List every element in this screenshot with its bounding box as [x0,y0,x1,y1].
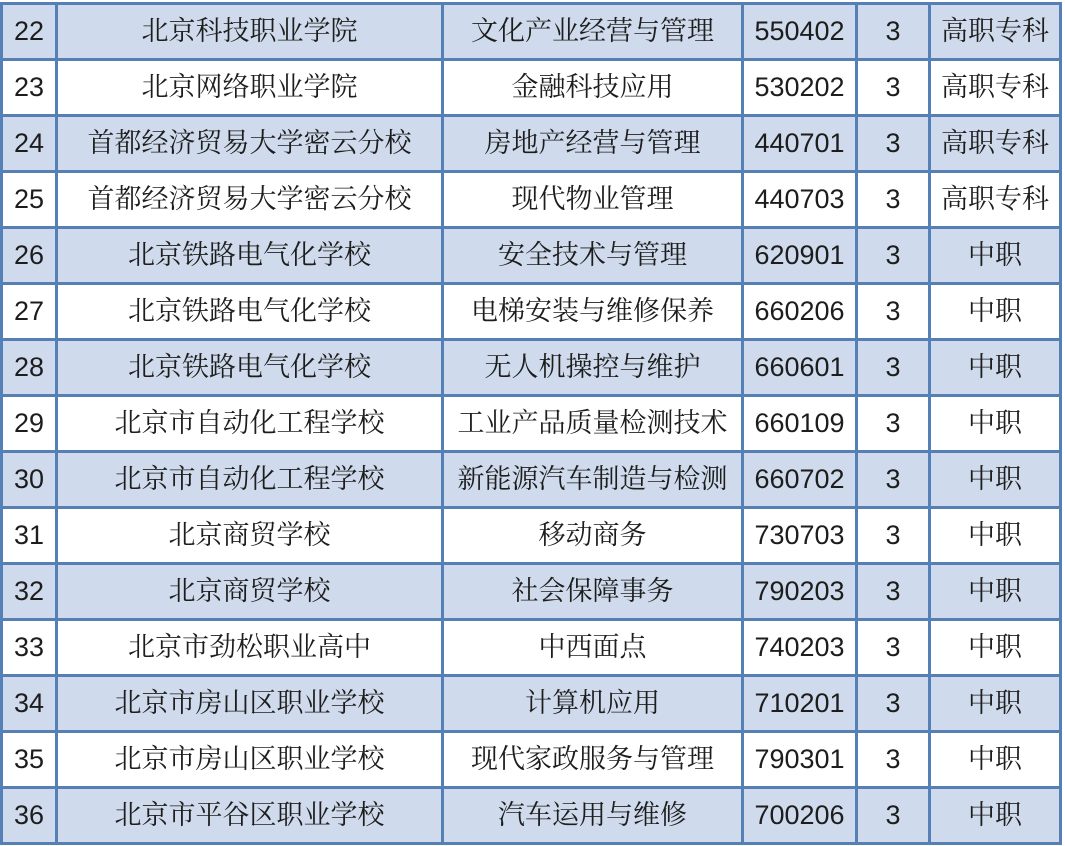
school-name-cell: 北京铁路电气化学校 [57,228,443,284]
table-row [2,60,1061,116]
education-level-cell: 中职 [930,396,1061,452]
education-level-cell: 中职 [930,732,1061,788]
duration-cell: 3 [857,284,930,340]
education-level-cell: 中职 [930,340,1061,396]
row-number-cell: 32 [2,564,57,620]
row-number-cell: 26 [2,228,57,284]
duration-cell: 3 [857,396,930,452]
major-code-cell: 700206 [743,788,857,844]
row-number-cell: 31 [2,508,57,564]
duration-cell: 3 [857,4,930,60]
major-name-cell: 无人机操控与维护 [443,340,743,396]
major-code-cell: 790203 [743,564,857,620]
row-number-cell: 25 [2,172,57,228]
major-code-cell: 550402 [743,4,857,60]
duration-cell: 3 [857,508,930,564]
education-level-cell: 高职专科 [930,172,1061,228]
school-name-cell: 北京市劲松职业高中 [57,620,443,676]
row-number-cell: 29 [2,396,57,452]
duration-cell: 3 [857,452,930,508]
table-row [2,508,1061,564]
school-name-cell: 首都经济贸易大学密云分校 [57,172,443,228]
major-name-cell: 房地产经营与管理 [443,116,743,172]
school-name-cell: 首都经济贸易大学密云分校 [57,116,443,172]
table-row [2,284,1061,340]
table-row [2,676,1061,732]
major-name-cell: 现代家政服务与管理 [443,732,743,788]
major-code-cell: 660702 [743,452,857,508]
major-name-cell: 电梯安装与维修保养 [443,284,743,340]
education-level-cell: 高职专科 [930,4,1061,60]
major-code-cell: 710201 [743,676,857,732]
row-number-cell: 30 [2,452,57,508]
table-row [2,788,1061,844]
education-level-cell: 中职 [930,620,1061,676]
table-row [2,228,1061,284]
major-code-cell: 730703 [743,508,857,564]
major-name-cell: 工业产品质量检测技术 [443,396,743,452]
education-level-cell: 高职专科 [930,60,1061,116]
table-row [2,620,1061,676]
major-name-cell: 金融科技应用 [443,60,743,116]
admissions-table [0,2,1062,845]
school-name-cell: 北京市房山区职业学校 [57,676,443,732]
duration-cell: 3 [857,60,930,116]
school-name-cell: 北京市房山区职业学校 [57,732,443,788]
row-number-cell: 28 [2,340,57,396]
education-level-cell: 高职专科 [930,116,1061,172]
education-level-cell: 中职 [930,676,1061,732]
table-row [2,732,1061,788]
school-name-cell: 北京科技职业学院 [57,4,443,60]
major-name-cell: 现代物业管理 [443,172,743,228]
table-row [2,452,1061,508]
major-name-cell: 社会保障事务 [443,564,743,620]
table-row [2,116,1061,172]
duration-cell: 3 [857,116,930,172]
table-row [2,564,1061,620]
school-name-cell: 北京商贸学校 [57,508,443,564]
duration-cell: 3 [857,340,930,396]
school-name-cell: 北京市平谷区职业学校 [57,788,443,844]
table-row [2,172,1061,228]
education-level-cell: 中职 [930,508,1061,564]
row-number-cell: 24 [2,116,57,172]
major-name-cell: 中西面点 [443,620,743,676]
duration-cell: 3 [857,172,930,228]
duration-cell: 3 [857,620,930,676]
duration-cell: 3 [857,788,930,844]
major-name-cell: 安全技术与管理 [443,228,743,284]
education-level-cell: 中职 [930,228,1061,284]
major-code-cell: 740203 [743,620,857,676]
school-name-cell: 北京铁路电气化学校 [57,284,443,340]
school-name-cell: 北京市自动化工程学校 [57,396,443,452]
row-number-cell: 23 [2,60,57,116]
major-name-cell: 汽车运用与维修 [443,788,743,844]
major-name-cell: 移动商务 [443,508,743,564]
duration-cell: 3 [857,564,930,620]
row-number-cell: 22 [2,4,57,60]
duration-cell: 3 [857,732,930,788]
table-row [2,396,1061,452]
major-code-cell: 660601 [743,340,857,396]
major-name-cell: 计算机应用 [443,676,743,732]
table-row [2,340,1061,396]
education-level-cell: 中职 [930,284,1061,340]
school-name-cell: 北京商贸学校 [57,564,443,620]
major-name-cell: 新能源汽车制造与检测 [443,452,743,508]
major-name-cell: 文化产业经营与管理 [443,4,743,60]
school-name-cell: 北京铁路电气化学校 [57,340,443,396]
row-number-cell: 27 [2,284,57,340]
major-code-cell: 620901 [743,228,857,284]
major-code-cell: 660206 [743,284,857,340]
major-code-cell: 440701 [743,116,857,172]
major-code-cell: 790301 [743,732,857,788]
row-number-cell: 36 [2,788,57,844]
school-name-cell: 北京网络职业学院 [57,60,443,116]
duration-cell: 3 [857,228,930,284]
table-body [2,4,1061,844]
table-row [2,4,1061,60]
duration-cell: 3 [857,676,930,732]
major-code-cell: 530202 [743,60,857,116]
major-code-cell: 440703 [743,172,857,228]
row-number-cell: 35 [2,732,57,788]
major-code-cell: 660109 [743,396,857,452]
row-number-cell: 34 [2,676,57,732]
row-number-cell: 33 [2,620,57,676]
education-level-cell: 中职 [930,564,1061,620]
education-level-cell: 中职 [930,788,1061,844]
education-level-cell: 中职 [930,452,1061,508]
school-name-cell: 北京市自动化工程学校 [57,452,443,508]
